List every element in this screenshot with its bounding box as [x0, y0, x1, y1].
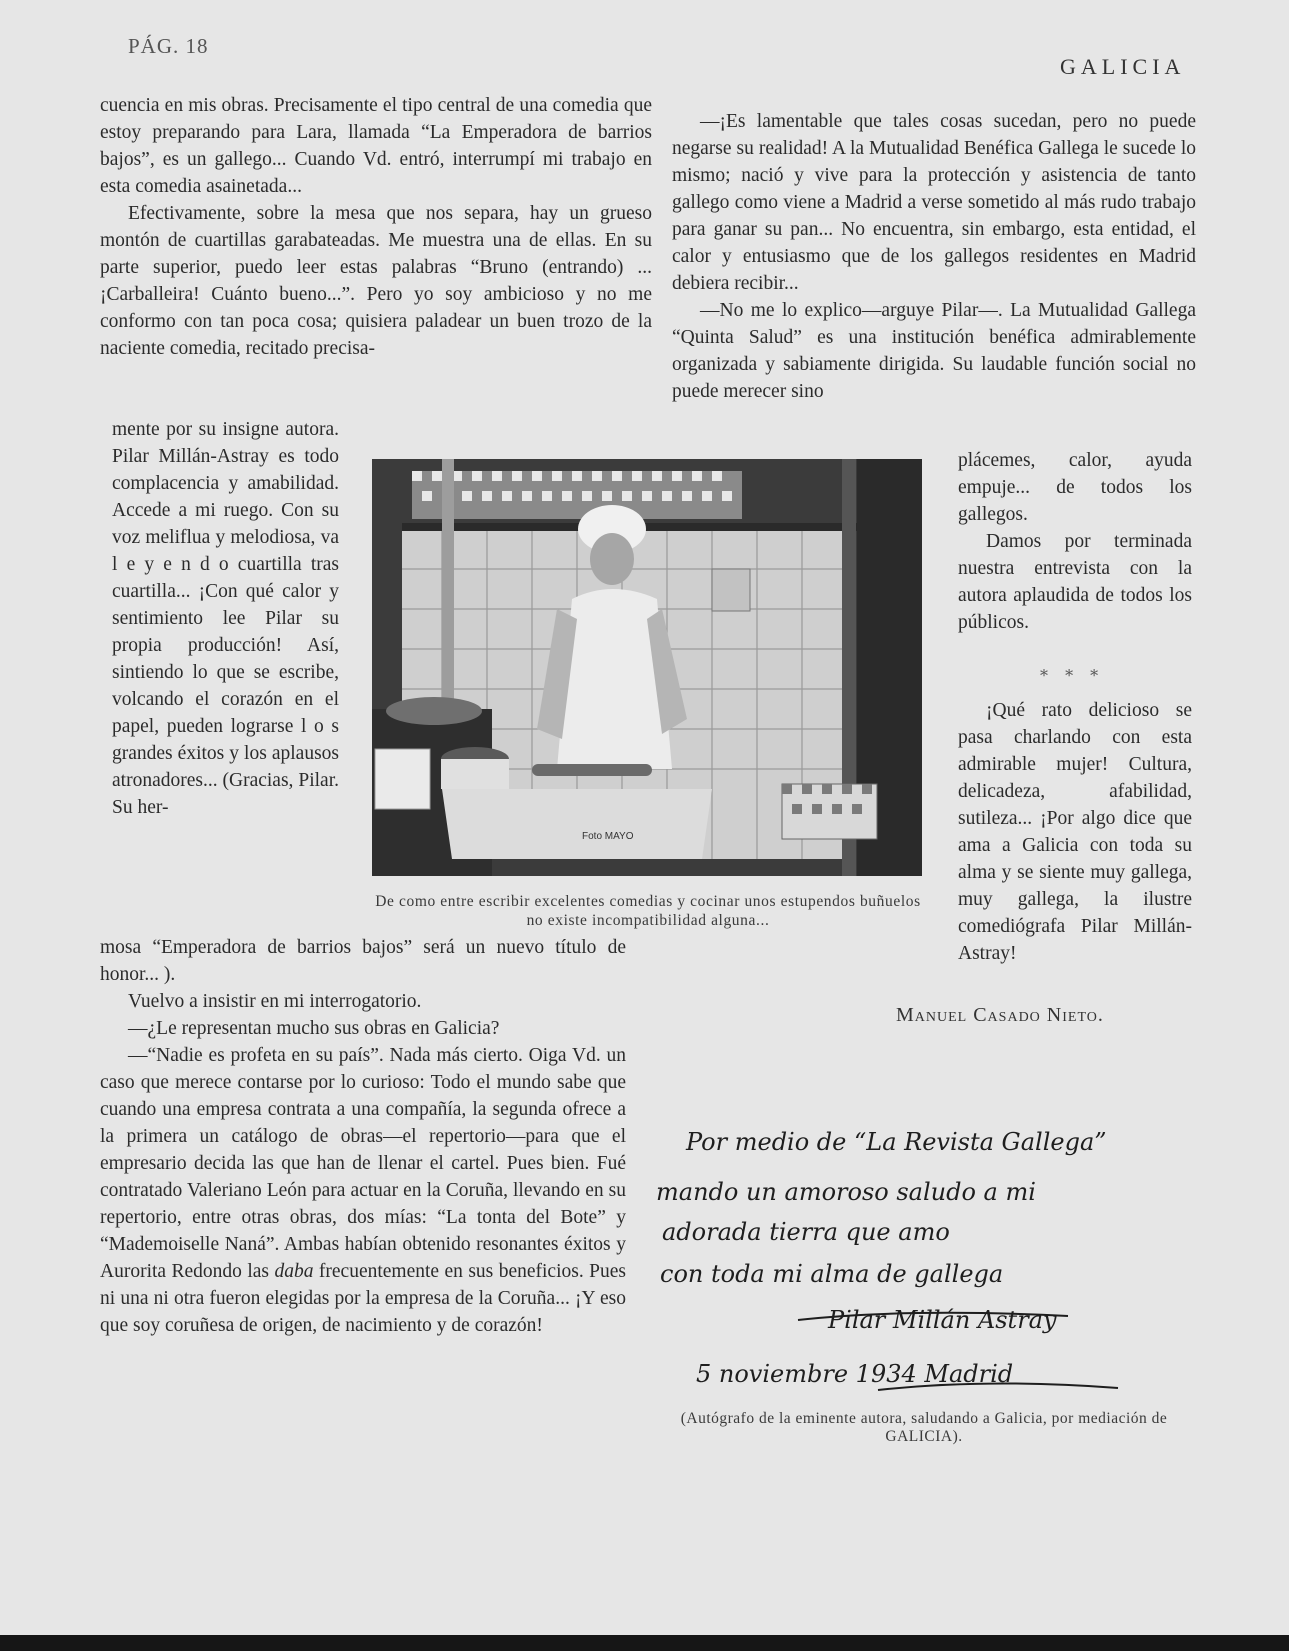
- svg-text:Pilar Millán Astray: Pilar Millán Astray: [828, 1306, 1057, 1334]
- photo-caption: De como entre escribir excelentes comedias y cocinar unos estupendos buñuelos no existe incompatibilidad alguna...: [375, 893, 921, 929]
- svg-text:adorada tierra que amo: adorada tierra que amo: [662, 1218, 950, 1246]
- svg-text:mando un amoroso saludo a mi: mando un amoroso saludo a mi: [656, 1178, 1036, 1206]
- svg-text:Por medio de “La Revista Galle: Por medio de “La Revista Gallega”: [686, 1128, 1107, 1156]
- paragraph: [100, 1042, 626, 1339]
- paragraph: plácemes, calor, ayuda empuje... de todos los gallegos.: [958, 450, 1192, 525]
- text-run: frecuentemente en sus beneficios. Pues ni una ni otra fueron elegidas por la empresa de la Coruña... ¡Y eso que soy coruñesa de origen, de nacimiento y de corazón!: [100, 1261, 626, 1336]
- paragraph: —No me lo explico—arguye Pilar—. La Mutualidad Gallega “Quinta Salud” es una institución benéfica admirablemente organizada y sabiamente dirigida. Su laudable función social no puede merecer sino: [672, 300, 1196, 402]
- column-1-bottom: [100, 988, 626, 1339]
- column-2-narrow: [958, 447, 1192, 636]
- text-run: —“Nadie es profeta en su país”. Nada más cierto. Oiga Vd. un caso que merece contarse por lo curioso: Todo el mundo sabe que cuando una empresa contrata a una compañía, la segunda ofrece a la primera un catálogo de obras—el repertorio—para que el empresario decida las que han de llenar el cartel. Pues bien. Fué contratado Valeriano León para actuar en la Coruña, llevando en su repertorio, entre otras obras, dos mías: “La tonta del Bote” y “Mademoiselle Naná”. Ambas habían obtenido resonantes éxitos y Aurorita Redondo las: [100, 1045, 626, 1282]
- paragraph: Efectivamente, sobre la mesa que nos separa, hay un grueso montón de cuartillas garabateadas. Me muestra una de ellas. En su parte superior, puedo leer estas palabras “Bruno (entrando) ... ¡Carballeira! Cuánto bueno...”. Pero yo soy ambicioso y no me conformo con tan poca cosa; quisiera paladear un buen trozo de la naciente comedia, recitado precisa-: [100, 203, 652, 359]
- column-1-narrow: [112, 416, 339, 821]
- scan-border: [0, 1635, 1289, 1651]
- paragraph: cuencia en mis obras. Precisamente el tipo central de una comedia que estoy preparando para Lara, llamada “La Emperadora de barrios bajos”, es un gallego... Cuando Vd. entró, interrumpí mi trabajo en esta comedia asainetada...: [100, 95, 652, 197]
- svg-text:con toda mi alma de gallega: con toda mi alma de gallega: [660, 1260, 1004, 1288]
- magazine-title: GALICIA: [1060, 54, 1186, 79]
- photo-author-kitchen: [372, 459, 922, 876]
- photo-illustration: [372, 459, 922, 876]
- italic-word: daba: [274, 1261, 314, 1282]
- paragraph: mente por su insigne autora. Pilar Millán-Astray es todo complacencia y amabilidad. Accede a mi ruego. Con su voz meliflua y melodiosa, va l e y e n d o cuartilla tras cuartilla... ¡Con qué calor y sentimiento lee Pilar su propia producción! Así, sintiendo lo que se escribe, volcando el corazón en el papel, pueden lograrse l o s grandes éxitos y los aplausos atronadores... (Gracias, Pilar. Su her-: [112, 419, 339, 818]
- page-number: PÁG. 18: [128, 34, 209, 58]
- paragraph: mosa “Emperadora de barrios bajos” será un nuevo título de honor... ).: [100, 937, 626, 985]
- svg-text:5 noviembre 1934 Madrid: 5 noviembre 1934 Madrid: [696, 1360, 1014, 1388]
- author-signature: Manuel Casado Nieto.: [896, 1004, 1104, 1026]
- paragraph: Damos por terminada nuestra entrevista con la autora aplaudida de todos los públicos.: [958, 531, 1192, 633]
- autograph-image: [648, 1110, 1188, 1400]
- paragraph: —¿Le representan mucho sus obras en Galicia?: [128, 1018, 500, 1039]
- column-1-continued: [100, 934, 626, 988]
- handwritten-autograph: [648, 1110, 1188, 1400]
- column-2: [672, 108, 1196, 405]
- column-2-final: [958, 697, 1192, 967]
- column-1-top: [100, 92, 652, 362]
- photo-credit: Foto MAYO: [582, 831, 634, 842]
- section-separator: * * *: [1040, 666, 1105, 685]
- paragraph: Vuelvo a insistir en mi interrogatorio.: [128, 991, 422, 1012]
- autograph-caption: (Autógrafo de la eminente autora, saludando a Galicia, por mediación de GALICIA).: [680, 1410, 1168, 1445]
- paragraph: —¡Es lamentable que tales cosas sucedan, pero no puede negarse su realidad! A la Mutualidad Benéfica Gallega le sucede lo mismo; nació y vive para la protección y asistencia de tanto gallego como viene a Madrid a verse sometido al más rudo trabajo para ganar su pan... No encuentra, sin embargo, esta entidad, el calor y entusiasmo que de los gallegos residentes en Madrid debiera recibir...: [672, 111, 1196, 294]
- paragraph: ¡Qué rato delicioso se pasa charlando con esta admirable mujer! Cultura, delicadeza, afabilidad, sutileza... ¡Por algo dice que ama a Galicia con toda su alma y se siente muy gallega, muy gallega, la ilustre comediógrafa Pilar Millán-Astray!: [958, 700, 1192, 964]
